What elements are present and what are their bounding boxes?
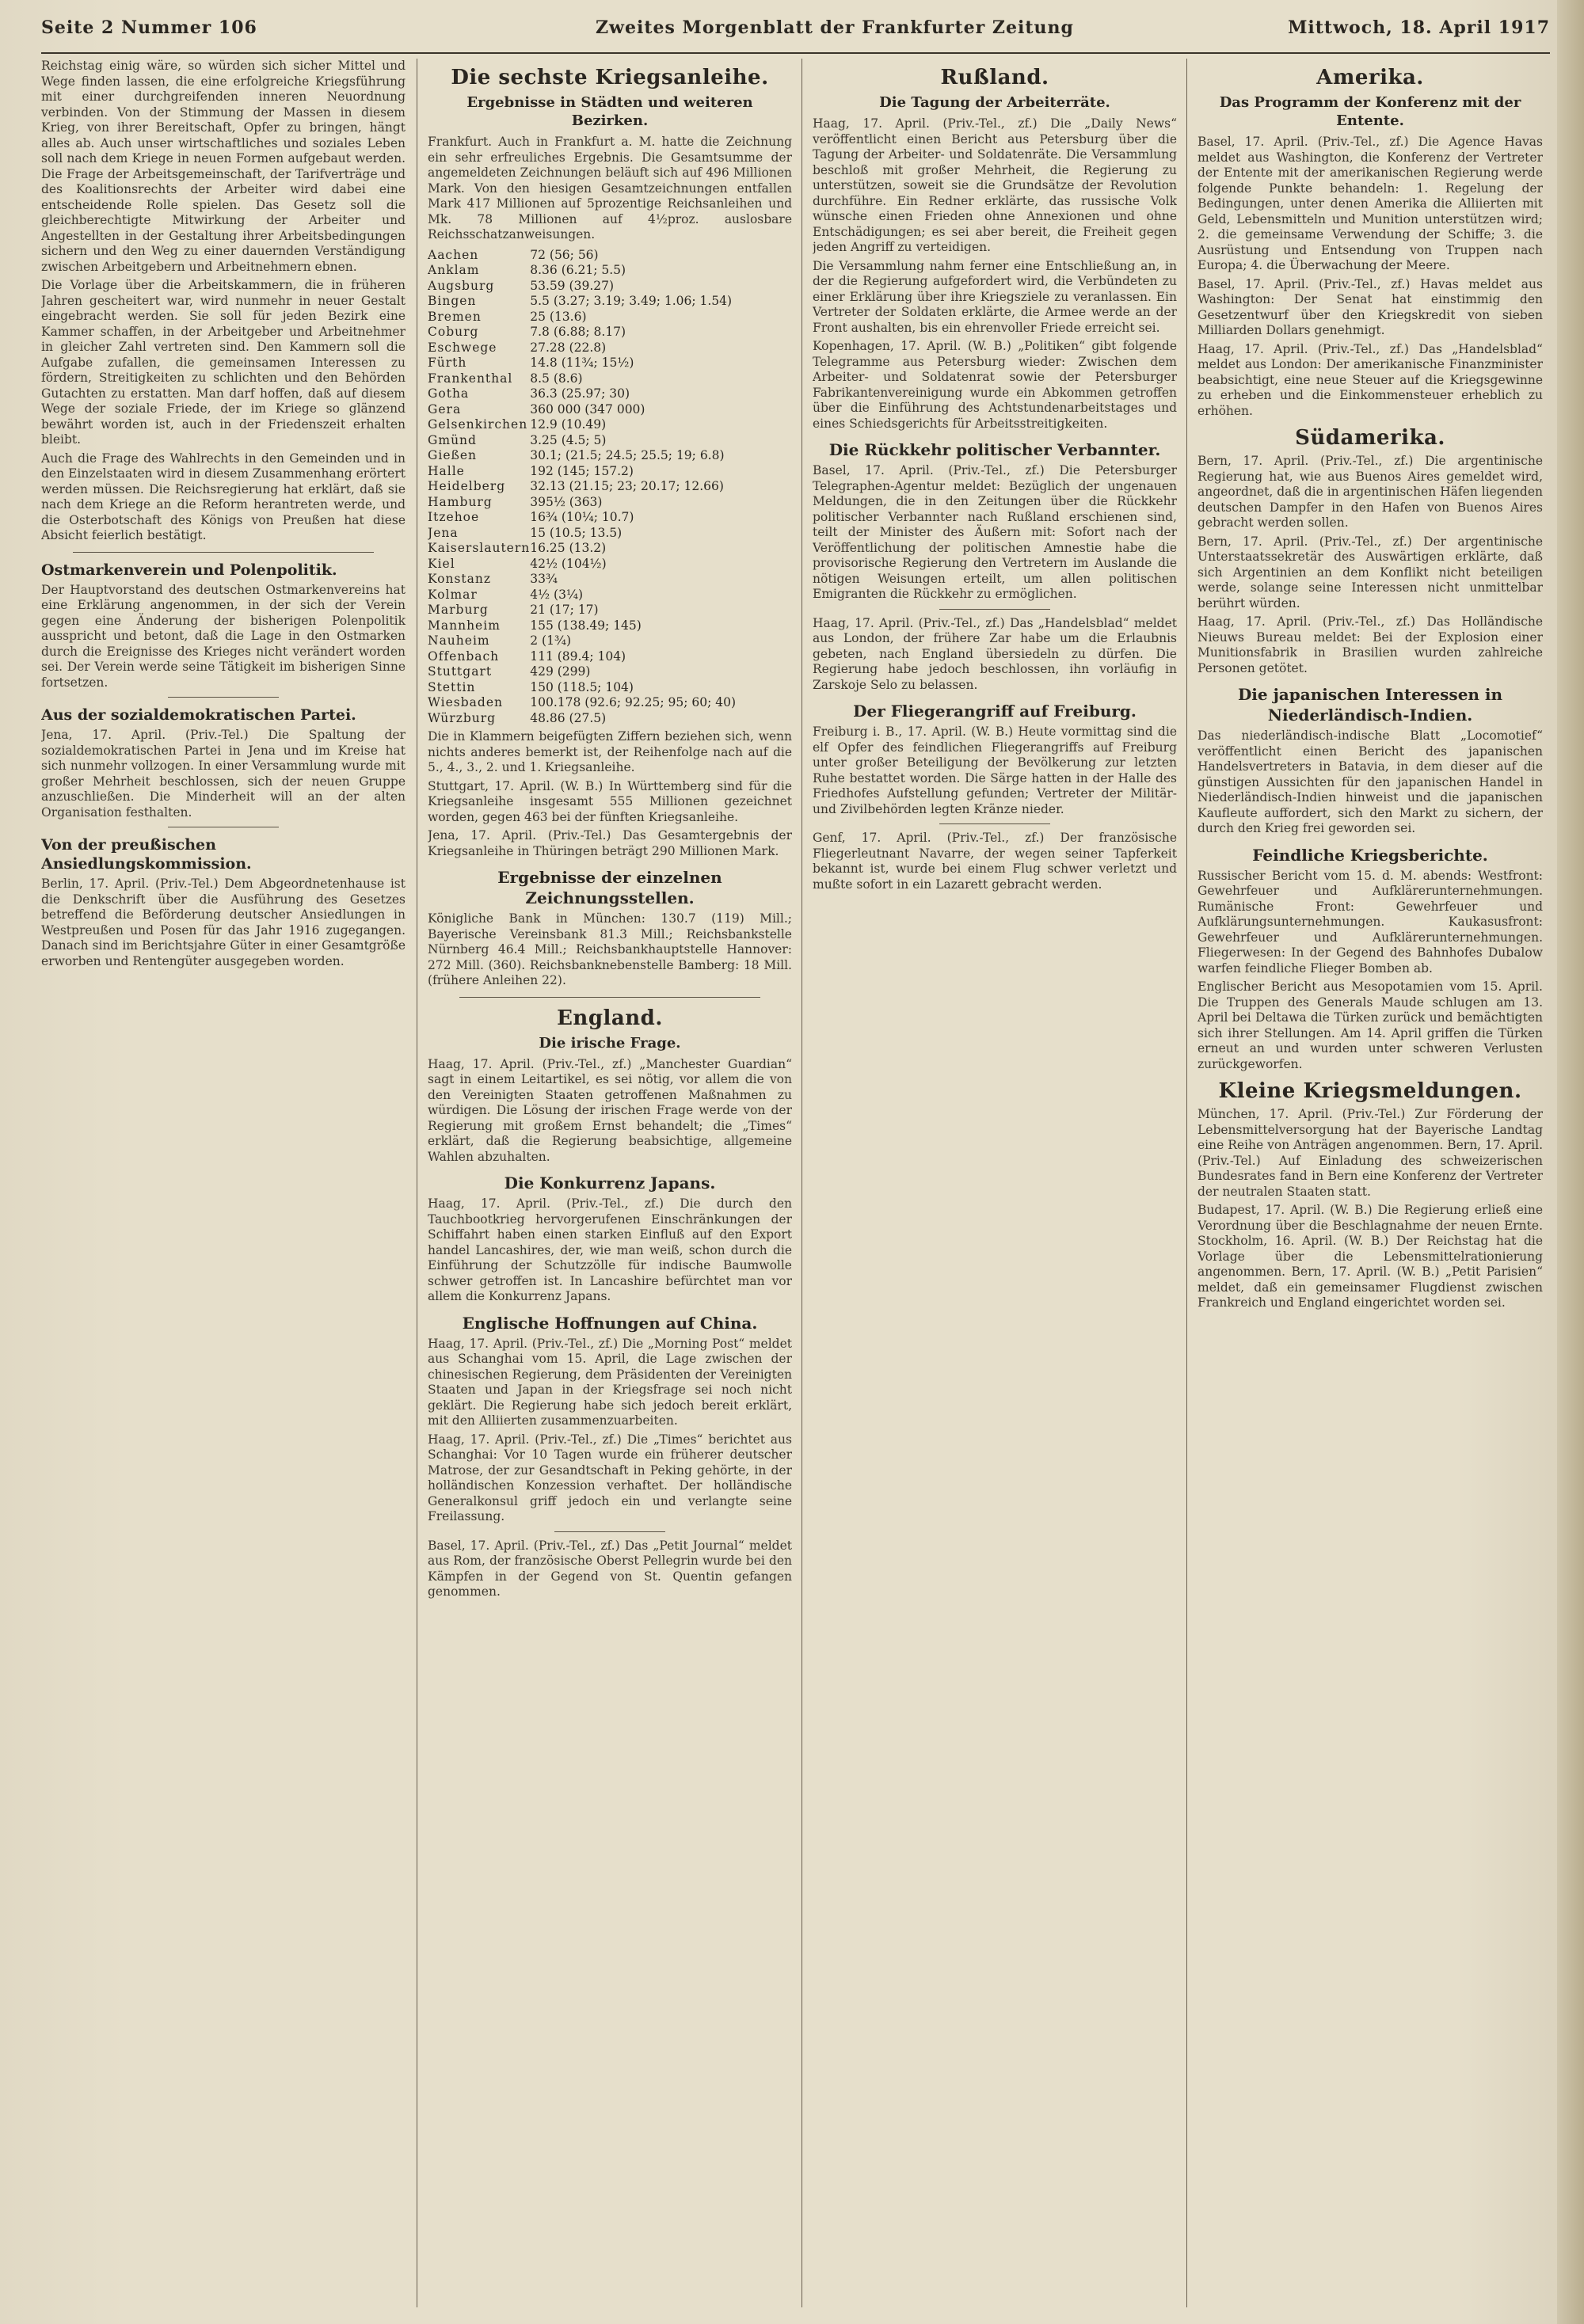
table-cell-amount: 32.13 (21.15; 23; 20.17; 12.66) bbox=[530, 479, 724, 493]
column-4 bbox=[1198, 59, 1543, 2307]
article-text: Reichstag einig wäre, so würden sich sicher Mittel und Wege finden lassen, die eine erfolgreiche Kriegsführung mit einer durchgreifenden inneren Neuordnung verbinden. Von der Stimmung der Massen in diesem Krieg, von ihrer Bereitschaft, Opfer zu bringen, hängt alles ab. Auch unser wirtschaftliches und soziales Leben soll nach dem Kriege in neuen Formen aufgebaut werden. Die Frage der Arbeitsgemeinschaft, der Tarifverträge und des Koalitionsrechts der Arbeiter wird dabei eine entscheidende Rolle spielen. Das Gesetz soll die gleichberechtigte Mitwirkung der Arbeiter und Angestellten in der Gestaltung ihrer Arbeitsbedingungen sichern und den Weg zu einer dauernden Verständigung zwischen Arbeitgebern und Arbeitnehmern ebnen. bbox=[41, 59, 406, 274]
divider bbox=[168, 697, 279, 698]
table-cell-city: Kaiserslautern bbox=[428, 541, 531, 555]
article-text: Haag, 17. April. (Priv.-Tel., zf.) Die „Daily News“ veröffentlicht einen Bericht aus Petersburg über die Tagung der Arbeiter- und Soldatenräte. Die Versammlung beschloß mit großer Mehrheit, die Regierung zu unterstützen, soweit sie die Grundsätze der Revolution durchführe. Ein Redner erklärte, das russische Volk wünsche einen Frieden ohne Annexionen und ohne Entschädigungen; es sei aber bereit, die Freiheit gegen jeden Angriff zu verteidigen. bbox=[813, 116, 1177, 254]
table-cell-amount: 155 (138.49; 145) bbox=[530, 618, 642, 633]
section-heading: Die Konkurrenz Japans. bbox=[504, 1173, 716, 1192]
table-cell-city: Gera bbox=[428, 401, 462, 416]
column-2 bbox=[428, 59, 792, 2307]
section-subheading: Die Tagung der Arbeiterräte. bbox=[879, 94, 1110, 111]
article-text: Bern, 17. April. (Priv.-Tel., zf.) Die argentinische Regierung hat, wie aus Buenos Aires gemeldet wird, angeordnet, daß die in argentinischen Häfen liegenden deutschen Dampfer in den Hafen von Buenos Aires gebracht werden sollen. bbox=[1198, 454, 1543, 530]
column-1 bbox=[41, 59, 406, 2307]
divider bbox=[939, 609, 1050, 610]
table-cell-city: Bremen bbox=[428, 309, 482, 324]
table-row bbox=[428, 263, 792, 279]
article-text: München, 17. April. (Priv.-Tel.) Zur Förderung der Lebensmittelversorgung hat der Bayerische Landtag eine Reihe von Anträgen angenommen. Bern, 17. April. (Priv.-Tel.) Auf Einladung des schweizerischen Bundesrates fand in Bern eine Konferenz der Vertreter der neutralen Staaten statt. bbox=[1198, 1107, 1543, 1199]
table-row bbox=[428, 695, 792, 711]
table-row bbox=[428, 448, 792, 464]
article-text: Freiburg i. B., 17. April. (W. B.) Heute vormittag sind die elf Opfer des feindlichen Fliegerangriffs auf Freiburg unter großer Beteiligung der Bevölkerung zur letzten Ruhe bestattet worden. Die Särge hatten in der Halle des Friedhofes Aufstellung gefunden; Vertreter der Militär- und Zivilbehörden legten Kränze nieder. bbox=[813, 725, 1177, 816]
table-cell-amount: 53.59 (39.27) bbox=[530, 278, 615, 293]
article-text: Die Versammlung nahm ferner eine Entschließung an, in der die Regierung aufgefordert wird, die Verbündeten zu einer Erklärung über ihre Kriegsziele zu veranlassen. Ein Vertreter der Soldaten erklärte, die Armee werde an der Front aushalten, bis ein ehrenvoller Friede erreicht sei. bbox=[813, 258, 1177, 335]
table-cell-city: Mannheim bbox=[428, 618, 501, 633]
table-cell-city: Itzehoe bbox=[428, 510, 480, 524]
binding-edge bbox=[1557, 0, 1584, 2324]
divider bbox=[939, 823, 1050, 824]
table-row bbox=[428, 340, 792, 356]
article-text: Basel, 17. April. (Priv.-Tel., zf.) Das „Petit Journal“ meldet aus Rom, der französische Oberst Pellegrin wurde bei den Kämpfen in der Gegend von St. Quentin gefangen genommen. bbox=[428, 1538, 792, 1599]
table-cell-amount: 8.36 (6.21; 5.5) bbox=[530, 263, 626, 277]
table-row bbox=[428, 526, 792, 542]
column-rule bbox=[1186, 59, 1187, 2307]
table-cell-city: Augsburg bbox=[428, 278, 495, 293]
table-cell-city: Gotha bbox=[428, 386, 470, 401]
table-cell-amount: 21 (17; 17) bbox=[530, 603, 599, 617]
table-cell-amount: 14.8 (11¾; 15½) bbox=[530, 356, 634, 370]
table-cell-amount: 192 (145; 157.2) bbox=[530, 463, 634, 478]
table-row bbox=[428, 294, 792, 310]
article-text: Berlin, 17. April. (Priv.-Tel.) Dem Abgeordnetenhause ist die Denkschrift über die Ausführung des Gesetzes betreffend die Beförderung deutscher Ansiedlungen in Westpreußen und Posen für das Jahr 1916 zugegangen. Danach sind im Berichtsjahre Güter in einer Gesamtgröße erworben und Rentengüter ausgegeben worden. bbox=[41, 877, 406, 968]
article-text: Haag, 17. April. (Priv.-Tel., zf.) Das „Handelsblad“ meldet aus London: Der amerikanische Finanzminister beabsichtigt, eine neue Steuer auf die Kriegsgewinne zu erheben und die Einkommensteuer erheblich zu erhöhen. bbox=[1198, 341, 1543, 418]
article-text: Kopenhagen, 17. April. (W. B.) „Politiken“ gibt folgende Telegramme aus Petersburg wieder: Zwischen dem Arbeiter- und Soldatenrat sowie der Petersburger Fabrikantenvereinigung wurde ein Abkommen getroffen über die Einführung des Achtstundenarbeitstages und eines Schiedsgerichts für Arbeitsstreitigkeiten. bbox=[813, 339, 1177, 431]
table-row bbox=[428, 572, 792, 588]
table-row bbox=[428, 588, 792, 603]
table-row bbox=[428, 417, 792, 433]
section-heading: Die Rückkehr politischer Verbannter. bbox=[828, 440, 1161, 459]
table-cell-city: Marburg bbox=[428, 603, 489, 617]
masthead bbox=[41, 5, 1550, 54]
table-cell-amount: 25 (13.6) bbox=[530, 309, 587, 324]
section-heading: Die japanischen Interessen in Niederländisch-Indien. bbox=[1237, 685, 1503, 725]
table-cell-amount: 36.3 (25.97; 30) bbox=[530, 386, 630, 401]
table-row bbox=[428, 386, 792, 402]
article-text: Auch die Frage des Wahlrechts in den Gemeinden und in den Einzelstaaten wird in diesem Zusammenhang erörtert werden müssen. Die Reichsregierung hat erklärt, daß sie nach dem Kriege an die Reform herantreten werde, und die Osterbotschaft des Königs von Preußen hat diese Absicht feierlich bestätigt. bbox=[41, 451, 406, 542]
table-row bbox=[428, 633, 792, 649]
article-text: Basel, 17. April. (Priv.-Tel., zf.) Havas meldet aus Washington: Der Senat hat einstimmig den Gesetzentwurf über den Kriegskredit von sieben Milliarden Dollars genehmigt. bbox=[1198, 276, 1543, 337]
table-cell-city: Gelsenkirchen bbox=[428, 417, 528, 432]
column-3 bbox=[813, 59, 1177, 2307]
table-cell-amount: 27.28 (22.8) bbox=[530, 340, 607, 355]
table-cell-amount: 111 (89.4; 104) bbox=[530, 649, 626, 664]
issue-date: Mittwoch, 18. April 1917 bbox=[1288, 17, 1550, 38]
table-cell-amount: 30.1; (21.5; 24.5; 25.5; 19; 6.8) bbox=[530, 448, 725, 462]
section-heading: Rußland. bbox=[940, 66, 1049, 89]
table-cell-amount: 16¾ (10¼; 10.7) bbox=[530, 510, 634, 524]
section-heading: England. bbox=[557, 1006, 663, 1030]
section-heading: Südamerika. bbox=[1295, 426, 1445, 450]
article-text: Russischer Bericht vom 15. d. M. abends: Westfront: Gewehrfeuer und Aufklärerunternehmungen. Rumänische Front: Gewehrfeuer und Aufklärungsunternehmungen. Kaukasusfront: Gewehrfeuer und Aufklärerunternehmungen. Fliegerwesen: In der Gegend des Bahnhofes Dubalow warfen feindliche Flieger Bomben ab. bbox=[1198, 868, 1543, 976]
table-row bbox=[428, 603, 792, 618]
table-cell-amount: 33¾ bbox=[530, 572, 558, 586]
article-text: Haag, 17. April. (Priv.-Tel., zf.) Die „Morning Post“ meldet aus Schanghai vom 15. April, die Lage zwischen der chinesischen Regierung, dem Präsidenten der Vereinigten Staaten und Japan in der Kriegsfrage sei noch nicht geklärt. Die Regierung habe sich jedoch bereit erklärt, mit den Alliierten zusammenzuarbeiten. bbox=[428, 1336, 792, 1428]
article-text: Die Vorlage über die Arbeitskammern, die in früheren Jahren gescheitert war, wird nunmehr in neuer Gestalt eingebracht werden. Sie soll für jeden Bezirk eine Kammer schaffen, in der Arbeitgeber und Arbeitnehmer in gleicher Zahl vertreten sind. Den Kammern soll die Aufgabe zufallen, die gemeinsamen Interessen zu fördern, Streitigkeiten zu schlichten und den Behörden Gutachten zu erstatten. Man darf hoffen, daß auf diesem Wege der soziale Friede, der im Kriege so glänzend bewährt worden ist, auch in der Friedenszeit erhalten bleibt. bbox=[41, 278, 406, 447]
divider bbox=[459, 997, 760, 998]
table-cell-amount: 429 (299) bbox=[530, 664, 591, 679]
table-cell-amount: 48.86 (27.5) bbox=[530, 710, 607, 725]
table-cell-city: Frankenthal bbox=[428, 371, 513, 386]
table-cell-city: Coburg bbox=[428, 325, 479, 339]
table-cell-city: Eschwege bbox=[428, 340, 497, 355]
table-cell-amount: 8.5 (8.6) bbox=[530, 371, 583, 386]
table-cell-amount: 395½ (363) bbox=[530, 494, 603, 509]
article-text: Haag, 17. April. (Priv.-Tel., zf.) Die durch den Tauchbootkrieg hervorgerufenen Einschränkungen der Schiffahrt haben einen starken Einfluß auf den Export handel Lancashires, der, wie man weiß, schon durch die Einführung der Schutzzölle für indische Baumwolle schwer getroffen ist. In Lancashire befürchtet man vor allem die Konkurrenz Japans. bbox=[428, 1196, 792, 1303]
table-row bbox=[428, 557, 792, 572]
article-text: Frankfurt. Auch in Frankfurt a. M. hatte die Zeichnung ein sehr erfreuliches Ergebnis. Die Gesamtsumme der angemeldeten Zeichnungen beläuft sich auf 496 Millionen Mark. Von den hiesigen Gesamtzeichnungen entfallen Mark 417 Millionen auf 5prozentige Reichsanleihen und Mk. 78 Millionen auf 4½proz. auslosbare Reichsschatzanweisungen. bbox=[428, 135, 792, 242]
article-text: Stuttgart, 17. April. (W. B.) In Württemberg sind für die Kriegsanleihe insgesamt 555 Millionen gezeichnet worden, gegen 463 bei der fünften Kriegsanleihe. bbox=[428, 778, 792, 824]
article-text: Jena, 17. April. (Priv.-Tel.) Das Gesamtergebnis der Kriegsanleihe in Thüringen beträgt 290 Millionen Mark. bbox=[428, 828, 792, 858]
article-text: Haag, 17. April. (Priv.-Tel., zf.) Das „Handelsblad“ meldet aus London, der frühere Zar habe um die Erlaubnis gebeten, nach England übersiedeln zu dürfen. Die Regierung habe jedoch beschlossen, ihn vorläufig in Zarskoje Selo zu belassen. bbox=[813, 615, 1177, 692]
article-text: Die in Klammern beigefügten Ziffern beziehen sich, wenn nichts anderes bemerkt ist, der Reihenfolge nach auf die 5., 4., 3., 2. und 1. Kriegsanleihe. bbox=[428, 729, 792, 774]
table-cell-amount: 2 (1¾) bbox=[530, 633, 572, 648]
article-text: Englischer Bericht aus Mesopotamien vom 15. April. Die Truppen des Generals Maude schlugen am 13. April bei Deltawa die Türken zurück und bemächtigten sich ihrer Stellungen. Am 14. April griffen die Türken erneut an und wurden unter schweren Verlusten zurückgeworfen. bbox=[1198, 979, 1543, 1071]
article-text: Das niederländisch-indische Blatt „Locomotief“ veröffentlicht einen Bericht des japanischen Handelsvertreters in Batavia, in dem dieser auf die günstigen Aussichten für den japanischen Handel in Niederländisch-Indien hinweist und die japanischen Kaufleute auffordert, sich den Markt zu sichern, der durch den Krieg frei geworden sei. bbox=[1198, 728, 1543, 835]
table-cell-city: Jena bbox=[428, 525, 459, 540]
article-text: Haag, 17. April. (Priv.-Tel., zf.) Das Holländische Nieuws Bureau meldet: Bei der Explosion einer Munitionsfabrik in Brasilien wurden zahlreiche Personen getötet. bbox=[1198, 614, 1543, 675]
section-heading: Ostmarkenverein und Polenpolitik. bbox=[41, 561, 337, 579]
section-subheading: Ergebnisse in Städten und weiteren Bezirken. bbox=[466, 94, 753, 129]
table-cell-city: Fürth bbox=[428, 356, 467, 370]
table-cell-city: Bingen bbox=[428, 294, 477, 308]
section-heading: Der Fliegerangriff auf Freiburg. bbox=[853, 702, 1137, 721]
table-cell-city: Wiesbaden bbox=[428, 695, 503, 709]
table-row bbox=[428, 495, 792, 511]
subscription-table bbox=[428, 248, 792, 727]
section-subheading: Die irische Frage. bbox=[539, 1034, 681, 1052]
section-heading: Von der preußischen Ansiedlungskommission. bbox=[41, 836, 252, 873]
article-text: Königliche Bank in München: 130.7 (119) Mill.; Bayerische Vereinsbank 81.3 Mill.; Reichsbankstelle Nürnberg 46.4 Mill.; Reichsbankhauptstelle Hannover: 272 Mill. (360). Reichsbanknebenstelle Bamberg: 18 Mill. (frühere Anleihen 22). bbox=[428, 911, 792, 987]
page-number: Seite 2 Nummer 106 bbox=[41, 17, 257, 38]
article-text: Budapest, 17. April. (W. B.) Die Regierung erließ eine Verordnung über die Beschlagnahme der neuen Ernte. Stockholm, 16. April. (W. B.) Der Reichstag hat die Vorlage über die Lebensmittelrationierung angenommen. Bern, 17. April. (W. B.) „Petit Parisien“ meldet, daß ein gemeinsamer Flugdienst zwischen Frankreich und England eingerichtet worden sei. bbox=[1198, 1203, 1543, 1310]
table-row bbox=[428, 402, 792, 418]
table-row bbox=[428, 464, 792, 480]
section-heading: Aus der sozialdemokratischen Partei. bbox=[41, 706, 356, 724]
table-row bbox=[428, 279, 792, 295]
table-row bbox=[428, 371, 792, 387]
table-cell-city: Kiel bbox=[428, 556, 455, 571]
table-cell-amount: 7.8 (6.88; 8.17) bbox=[530, 325, 626, 339]
table-cell-city: Gießen bbox=[428, 448, 478, 462]
article-text: Haag, 17. April. (Priv.-Tel., zf.) „Manchester Guardian“ sagt in einem Leitartikel, es sei nötig, vor allem die von den Vereinigten Staaten getroffenen Maßnahmen zu würdigen. Die Lösung der irischen Frage werde von der Regierung mit großem Ernst behandelt; die „Times“ erklärt, daß die Regierung beabsichtige, allgemeine Wahlen abzuhalten. bbox=[428, 1056, 792, 1164]
table-row bbox=[428, 541, 792, 557]
section-heading: Amerika. bbox=[1316, 66, 1424, 89]
table-row bbox=[428, 649, 792, 665]
article-text: Haag, 17. April. (Priv.-Tel., zf.) Die „Times“ berichtet aus Schanghai: Vor 10 Tagen wurde ein früherer deutscher Matrose, der zur Gesandtschaft in Peking gehörte, in der holländischen Konzession verhaftet. Der holländische Generalkonsul griff jedoch ein und verlangte seine Freilassung. bbox=[428, 1432, 792, 1523]
section-heading: Englische Hoffnungen auf China. bbox=[462, 1313, 758, 1333]
article-text: Basel, 17. April. (Priv.-Tel., zf.) Die Agence Havas meldet aus Washington, die Konferenz der Vertreter der Entente mit der amerikanischen Regierung werde folgende Punkte behandeln: 1. Regelung der Bedingungen, unter denen Amerika die Alliierten mit Geld, Lebensmitteln und Munition unterstützen wird; 2. die gemeinsame Verwendung der Schiffe; 3. die Ausrüstung und Entsendung von Truppen nach Europa; 4. die Überwachung der Meere. bbox=[1198, 135, 1543, 272]
table-cell-amount: 5.5 (3.27; 3.19; 3.49; 1.06; 1.54) bbox=[530, 294, 733, 308]
newspaper-title: Zweites Morgenblatt der Frankfurter Zeitung bbox=[596, 17, 1074, 38]
section-heading: Feindliche Kriegsberichte. bbox=[1252, 845, 1488, 865]
table-cell-amount: 15 (10.5; 13.5) bbox=[530, 525, 623, 540]
table-cell-city: Gmünd bbox=[428, 432, 477, 447]
table-cell-amount: 4½ (3¼) bbox=[530, 587, 584, 602]
section-heading: Kleine Kriegsmeldungen. bbox=[1218, 1079, 1522, 1103]
table-cell-city: Aachen bbox=[428, 247, 479, 262]
table-cell-amount: 72 (56; 56) bbox=[530, 247, 599, 262]
article-text: Jena, 17. April. (Priv.-Tel.) Die Spaltung der sozialdemokratischen Partei in Jena und im Kreise hat sich nunmehr vollzogen. In einer Versammlung wurde mit großer Mehrheit beschlossen, sich der neuen Gruppe anzuschließen. Die Minderheit will an der alten Organisation festhalten. bbox=[41, 728, 406, 820]
table-cell-amount: 360 000 (347 000) bbox=[530, 401, 645, 416]
table-cell-city: Würzburg bbox=[428, 710, 497, 725]
article-text: Bern, 17. April. (Priv.-Tel., zf.) Der argentinische Unterstaatssekretär des Auswärtigen erklärte, daß sich Argentinien an dem Konflikt nicht beteiligen werde, solange seine Interessen nicht unmittelbar berührt würden. bbox=[1198, 534, 1543, 610]
section-heading: Ergebnisse der einzelnen Zeichnungsstellen. bbox=[497, 868, 722, 907]
table-cell-amount: 16.25 (13.2) bbox=[530, 541, 607, 555]
table-cell-amount: 150 (118.5; 104) bbox=[530, 679, 634, 694]
article-text: Der Hauptvorstand des deutschen Ostmarkenvereins hat eine Erklärung angenommen, in der sich der Verein gegen eine Änderung der bisherigen Polenpolitik ausspricht und betont, daß die Lage in den Ostmarken durch die Ereignisse des Krieges nicht verändert worden sei. Der Verein werde seine Tätigkeit im bisherigen Sinne fortsetzen. bbox=[41, 582, 406, 690]
table-row bbox=[428, 310, 792, 325]
table-cell-amount: 12.9 (10.49) bbox=[530, 417, 607, 432]
divider bbox=[554, 1531, 665, 1532]
article-text: Genf, 17. April. (Priv.-Tel., zf.) Der französische Fliegerleutnant Navarre, der wegen seiner Tapferkeit bekannt ist, wurde bei einem Flug schwer verletzt und mußte sofort in ein Lazarett gebracht werden. bbox=[813, 831, 1177, 892]
table-row bbox=[428, 325, 792, 340]
table-cell-city: Stuttgart bbox=[428, 664, 493, 679]
table-row bbox=[428, 510, 792, 526]
table-cell-city: Anklam bbox=[428, 263, 480, 277]
table-row bbox=[428, 356, 792, 371]
table-cell-city: Stettin bbox=[428, 679, 476, 694]
table-row bbox=[428, 248, 792, 264]
table-cell-city: Heidelberg bbox=[428, 479, 506, 493]
table-row bbox=[428, 618, 792, 634]
table-cell-city: Halle bbox=[428, 463, 465, 478]
table-cell-city: Kolmar bbox=[428, 587, 478, 602]
table-row bbox=[428, 433, 792, 449]
article-text: Basel, 17. April. (Priv.-Tel., zf.) Die Petersburger Telegraphen-Agentur meldet: Bezüglich der ungenauen Meldungen, die in den Zeitungen über die Rückkehr politischer Verbannter nach Rußland erschienen sind, teilt der Minister des Äußern mit: Sofort nach der Veröffentlichung der politischen Amnestie habe die provisorische Regierung den Vertretern im Auslande die nötigen Weisungen erteilt, um allen politischen Emigranten die Rückkehr zu ermöglichen. bbox=[813, 463, 1177, 601]
section-heading: Die sechste Kriegsanleihe. bbox=[451, 66, 769, 89]
table-cell-amount: 3.25 (4.5; 5) bbox=[530, 432, 607, 447]
table-cell-city: Konstanz bbox=[428, 572, 492, 586]
table-cell-city: Nauheim bbox=[428, 633, 490, 648]
table-cell-amount: 100.178 (92.6; 92.25; 95; 60; 40) bbox=[530, 695, 737, 709]
divider bbox=[73, 552, 374, 553]
table-cell-amount: 42½ (104½) bbox=[530, 556, 607, 571]
section-subheading: Das Programm der Konferenz mit der Entente. bbox=[1219, 94, 1521, 129]
table-row bbox=[428, 711, 792, 727]
table-cell-city: Hamburg bbox=[428, 494, 493, 509]
table-cell-city: Offenbach bbox=[428, 649, 500, 664]
table-row bbox=[428, 680, 792, 696]
table-row bbox=[428, 664, 792, 680]
table-row bbox=[428, 479, 792, 495]
